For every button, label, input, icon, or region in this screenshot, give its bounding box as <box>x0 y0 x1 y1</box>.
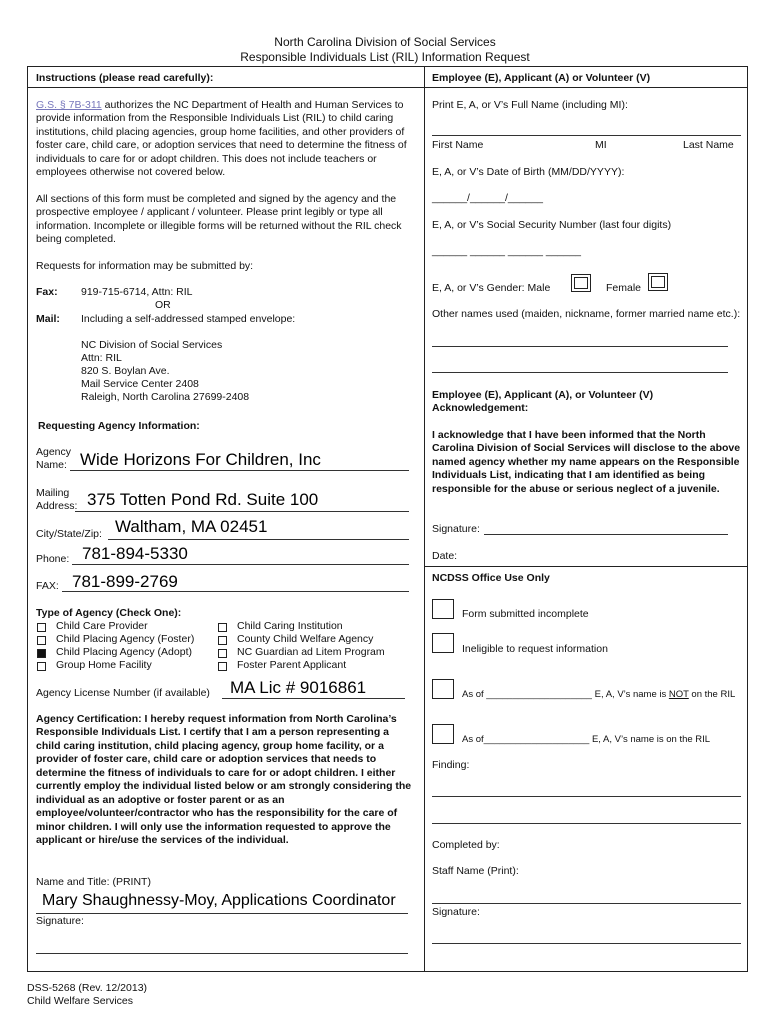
fax2-field[interactable]: 781-899-2769 <box>72 572 178 591</box>
date-label: Date: <box>432 550 458 562</box>
mailing-address-line <box>75 511 409 512</box>
staff-name-label: Staff Name (Print): <box>432 865 519 877</box>
submission-note: Requests for information may be submitted by: <box>36 260 254 272</box>
license-line <box>222 698 405 699</box>
agency-type-label: County Child Welfare Agency <box>237 633 374 645</box>
male-checkbox[interactable] <box>571 274 591 292</box>
on-ril-checkbox[interactable] <box>432 724 454 744</box>
other-names-label: Other names used (maiden, nickname, former married name etc.): <box>432 308 741 320</box>
division-name: Child Welfare Services <box>27 995 134 1007</box>
agency-name-label: Name: <box>36 459 67 471</box>
agency-type-label: Group Home Facility <box>56 659 152 671</box>
ssn-label: E, A, or V’s Social Security Number (last four digits) <box>432 219 672 231</box>
checkbox-child-placing-adopt[interactable] <box>37 649 46 658</box>
on-ril-label: As of____________________ E, A, V’s name is on the RIL <box>462 734 711 745</box>
agency-type-label: Foster Parent Applicant <box>237 659 347 671</box>
dob-label: E, A, or V’s Date of Birth (MM/DD/YYYY): <box>432 166 625 178</box>
mail-value: Including a self-addressed stamped envelope: <box>81 313 296 325</box>
statute-link[interactable]: G.S. § 7B-311 <box>36 99 102 111</box>
agency-certification: Agency Certification: I hereby request information from North Carolina’s Responsible Individuals List. I certify that I am a person representing a child caring institution, child placing agency, group home facility, or a provider of foster care, child care or adoption services that needs to determine the fitness of individuals to care for or adopt children. I either currently employ the individual listed below or am strongly considering the individual as an adoptive or foster parent or as an employee/volunteer/contractor who has the responsibility for the care of minor children. I will only use the information requested to approve the applicant or hire/use the services of the individual. <box>36 713 412 846</box>
fax2-line <box>62 591 409 592</box>
ack-text: I acknowledge that I have been informed that the North Carolina Division of Social Services will disclose to the above named agency whether my name appears on the Responsible Individuals List, indicating that I am identified as being responsible for the abuse or serious neglect of a juvenile. <box>432 429 741 495</box>
agency-signature-line[interactable] <box>36 953 408 954</box>
staff-name-line[interactable] <box>432 903 741 904</box>
phone-line <box>72 564 409 565</box>
finding-label: Finding: <box>432 759 470 771</box>
not-on-ril-checkbox[interactable] <box>432 679 454 699</box>
agency-name-line <box>70 470 409 471</box>
checkbox-child-placing-foster[interactable] <box>37 636 46 645</box>
other-names-line[interactable] <box>432 372 728 373</box>
checkbox-foster-parent-applicant[interactable] <box>218 662 227 671</box>
or-text: OR <box>155 299 171 311</box>
checkbox-guardian-ad-litem[interactable] <box>218 649 227 658</box>
license-field[interactable]: MA Lic # 9016861 <box>230 678 367 697</box>
name-title-label: Name and Title: (PRINT) <box>36 876 151 888</box>
agency-type-label: Child Care Provider <box>56 620 148 632</box>
form-subtitle: Responsible Individuals List (RIL) Information Request <box>240 50 530 64</box>
ssn-field[interactable]: ______ ______ ______ ______ <box>432 245 581 257</box>
address-line: Mail Service Center 2408 <box>81 378 199 390</box>
header-row-divider <box>27 87 748 88</box>
finding-line[interactable] <box>432 796 741 797</box>
completed-by-label: Completed by: <box>432 839 500 851</box>
address-line: NC Division of Social Services <box>81 339 223 351</box>
employee-signature-label: Signature: <box>432 523 480 535</box>
agency-signature-label: Signature: <box>36 915 84 927</box>
form-title: North Carolina Division of Social Services <box>274 35 496 49</box>
gender-label: E, A, or V’s Gender: Male <box>432 282 551 294</box>
agency-type-label: Child Placing Agency (Foster) <box>56 633 195 645</box>
not-on-ril-label: As of ____________________ E, A, V’s name is NOT on the RIL <box>462 689 736 700</box>
dob-field[interactable]: ______/______/______ <box>432 192 543 204</box>
column-divider <box>424 66 425 972</box>
agency-type-label: NC Guardian ad Litem Program <box>237 646 385 658</box>
agency-type-heading: Type of Agency (Check One): <box>36 607 182 619</box>
instructions-paragraph: G.S. § 7B-311 authorizes the NC Department of Health and Human Services to provide information from the Responsible Individuals List (RIL) to child caring institutions, child placing agencies, group home facilities, and other providers of foster care, child care, or adoption services that need to determine the fitness of individuals to care for or adopt children. This does not include teachers or employees otherwise not covered below. <box>36 99 407 179</box>
mail-label: Mail: <box>36 313 60 325</box>
phone-field[interactable]: 781-894-5330 <box>82 544 188 563</box>
fax-label: Fax: <box>36 286 58 298</box>
last-name-caption: Last Name <box>683 139 734 151</box>
address-line: Attn: RIL <box>81 352 122 364</box>
checkbox-county-child-welfare[interactable] <box>218 636 227 645</box>
female-checkbox[interactable] <box>648 273 668 291</box>
office-use-heading: NCDSS Office Use Only <box>432 572 550 584</box>
full-name-line[interactable] <box>432 135 741 136</box>
instructions-heading: Instructions (please read carefully): <box>36 72 214 84</box>
employee-signature-line[interactable] <box>484 534 728 535</box>
completion-paragraph: All sections of this form must be completed and signed by the agency and the prospective employee / applicant / volunteer. Please print legibly or type all information. Incomplete or illegible forms will be returned without the RIL check being completed. <box>36 193 402 246</box>
form-number: DSS-5268 (Rev. 12/2013) <box>27 982 148 994</box>
staff-signature-line[interactable] <box>432 943 741 944</box>
agency-name-label: Agency <box>36 446 72 458</box>
incomplete-label: Form submitted incomplete <box>462 608 589 620</box>
requesting-agency-heading: Requesting Agency Information: <box>38 420 200 432</box>
city-state-zip-field[interactable]: Waltham, MA 02451 <box>115 517 268 536</box>
agency-type-label: Child Caring Institution <box>237 620 343 632</box>
first-name-caption: First Name <box>432 139 484 151</box>
staff-signature-label: Signature: <box>432 906 480 918</box>
mailing-address-label: Address: <box>36 500 78 512</box>
phone-label: Phone: <box>36 553 70 565</box>
finding-line[interactable] <box>432 823 741 824</box>
address-line: 820 S. Boylan Ave. <box>81 365 170 377</box>
checkbox-child-caring-institution[interactable] <box>218 623 227 632</box>
incomplete-checkbox[interactable] <box>432 599 454 619</box>
name-title-line <box>36 913 408 914</box>
fax2-label: FAX: <box>36 580 59 592</box>
other-names-line[interactable] <box>432 346 728 347</box>
ineligible-label: Ineligible to request information <box>462 643 608 655</box>
agency-name-field[interactable]: Wide Horizons For Children, Inc <box>80 450 321 469</box>
name-title-field[interactable]: Mary Shaughnessy-Moy, Applications Coordinator <box>42 892 396 909</box>
employee-heading: Employee (E), Applicant (A) or Volunteer (V) <box>432 72 651 84</box>
address-line: Raleigh, North Carolina 27699-2408 <box>81 391 250 403</box>
city-state-zip-line <box>108 539 409 540</box>
fax-value: 919-715-6714, Attn: RIL <box>81 286 193 298</box>
checkbox-group-home[interactable] <box>37 662 46 671</box>
license-label: Agency License Number (if available) <box>36 687 210 699</box>
office-use-divider <box>424 566 748 567</box>
ineligible-checkbox[interactable] <box>432 633 454 653</box>
mailing-address-field[interactable]: 375 Totten Pond Rd. Suite 100 <box>87 490 319 509</box>
agency-type-label: Child Placing Agency (Adopt) <box>56 646 192 658</box>
checkbox-child-care-provider[interactable] <box>37 623 46 632</box>
mailing-address-label: Mailing <box>36 487 70 499</box>
mi-caption: MI <box>595 139 607 151</box>
city-state-zip-label: City/State/Zip: <box>36 528 102 540</box>
female-label: Female <box>606 282 642 294</box>
full-name-label: Print E, A, or V’s Full Name (including MI): <box>432 99 628 111</box>
ack-heading: Employee (E), Applicant (A), or Volunteer (V) Acknowledgement: <box>432 389 654 415</box>
